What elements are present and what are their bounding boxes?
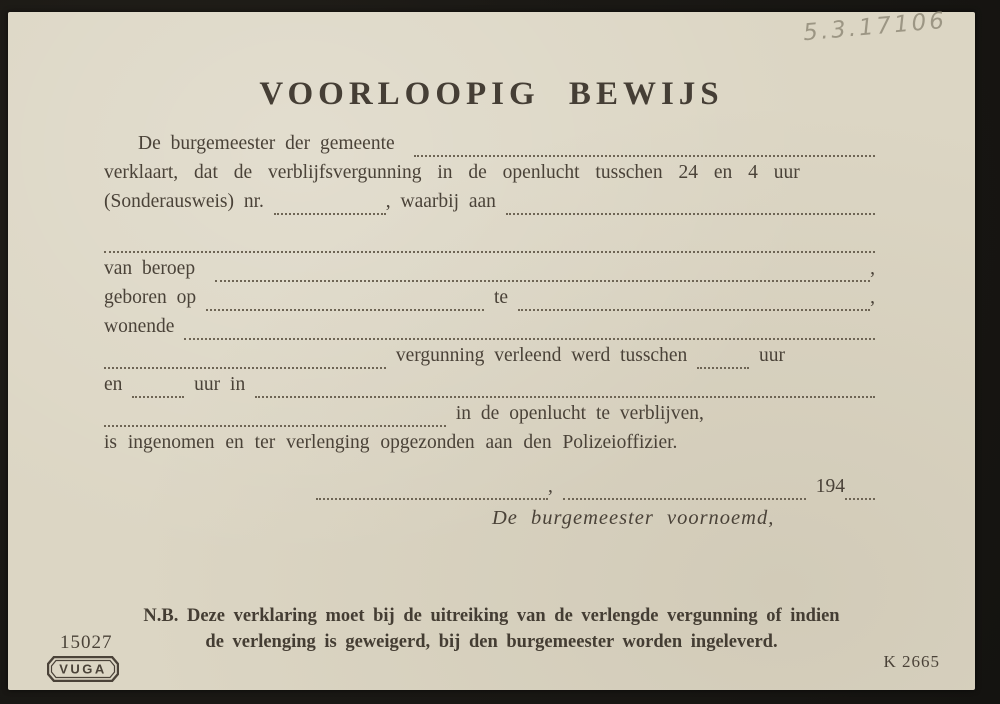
- plaats-blank: [255, 396, 875, 398]
- date-comma: ,: [548, 476, 553, 497]
- waarbij-aan-blank: [506, 213, 875, 215]
- line-vergunning: [104, 345, 875, 374]
- form-body: [8, 113, 975, 537]
- geboren-te-blank: [518, 309, 870, 311]
- gemeente-blank: [414, 155, 875, 157]
- document-title: VOORLOOPIG BEWIJS: [259, 76, 724, 112]
- openlucht-lead-blank: [104, 425, 446, 427]
- handwritten-inventory-number: 5.3.17106: [802, 7, 948, 47]
- line-verklaart: [104, 162, 875, 191]
- line-beroep: [104, 258, 875, 287]
- uur-tot-blank: [132, 396, 184, 398]
- line-name-blank: [104, 229, 875, 258]
- line-en-label: en: [104, 374, 123, 395]
- nr-blank: [274, 213, 386, 215]
- line-ingenomen-text: is ingenomen en ter verlenging opgezonden aan den Polizeioffizier.: [104, 432, 678, 453]
- line-geboren: [104, 287, 875, 316]
- line-vergunning-text: vergunning verleend werd tusschen: [395, 345, 688, 366]
- line-en-mid: uur in: [194, 374, 246, 395]
- line-openlucht: [104, 403, 875, 432]
- plaats-datum-blank: [316, 498, 548, 500]
- print-code: K 2665: [883, 652, 940, 671]
- line-sonderausweis-label: (Sonderausweis) nr.: [104, 191, 264, 212]
- wonende-blank: [184, 338, 875, 340]
- signature-line: De burgemeester voornoemd,: [492, 507, 775, 529]
- line-gemeente: [104, 133, 875, 162]
- line-beroep-comma: ,: [870, 258, 875, 279]
- nb-line1: N.B. Deze verklaring moet bij de uitreiking van de verlengde vergunning of indien: [143, 606, 840, 626]
- line-beroep-label: van beroep: [104, 258, 196, 279]
- uur-van-blank: [697, 367, 749, 369]
- jaar-blank: [845, 498, 875, 500]
- line-verklaart-text: verklaart, dat de verblijfsvergunning in de openlucht tusschen 24 en 4 uur: [104, 162, 800, 183]
- line-geboren-te: te: [493, 287, 509, 308]
- line-wonende: [104, 316, 875, 345]
- line-sonderausweis: [104, 191, 875, 220]
- line-gemeente-label: De burgemeester der gemeente: [138, 133, 395, 154]
- vuga-publisher-logo: [47, 656, 119, 682]
- datum-blank: [563, 498, 806, 500]
- line-en-uur: [104, 374, 875, 403]
- beroep-blank: [215, 280, 870, 282]
- line-geboren-label: geboren op: [104, 287, 197, 308]
- line-wonende-label: wonende: [104, 316, 175, 337]
- line-sonderausweis-mid: , waarbij aan: [385, 191, 496, 212]
- line-date: [104, 476, 875, 505]
- line-geboren-comma: ,: [870, 287, 875, 308]
- vuga-logo-text: VUGA: [59, 661, 107, 677]
- form-number: 15027: [60, 632, 113, 653]
- nb-line2: de verlenging is geweigerd, bij den burgemeester worden ingeleverd.: [205, 632, 778, 652]
- nb-notice: [8, 603, 975, 655]
- date-year: 194: [815, 476, 845, 497]
- document-card: [8, 7, 975, 690]
- line-vergunning-uur: uur: [758, 345, 785, 366]
- geboren-op-blank: [206, 309, 484, 311]
- name-blank: [104, 251, 875, 253]
- vergunning-lead-blank: [104, 367, 386, 369]
- line-openlucht-text: in de openlucht te verblijven,: [455, 403, 704, 424]
- line-ingenomen: [104, 432, 875, 461]
